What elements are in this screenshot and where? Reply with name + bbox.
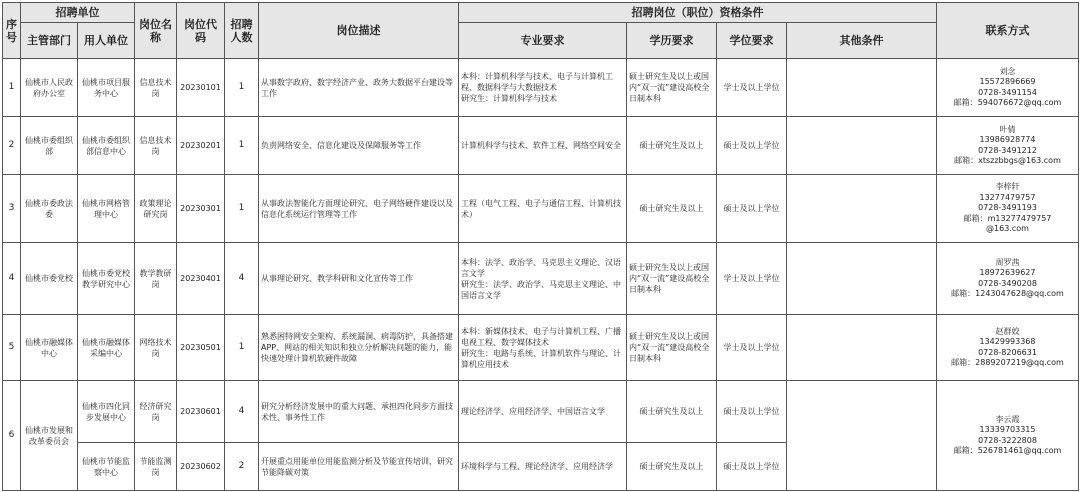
recruitment-table — [2, 2, 1079, 491]
count-cell: 1 — [225, 59, 259, 117]
post-cell: 教学教研岗 — [135, 243, 177, 315]
desc-cell: 从事理论研究、教学科研和文化宣传等工作 — [259, 243, 459, 315]
employer-cell: 仙桃市四化同步发展中心 — [78, 381, 135, 443]
major-cell: 本科：新媒体技术、电子与计算机工程、广播电视工程、数字媒体技术 研究生：电路与系统、计算机软件与理论、计算机应用技术 — [459, 315, 627, 381]
dept-cell: 仙桃市人民政府办公室 — [21, 59, 78, 117]
dept-cell: 仙桃市委政法委 — [21, 175, 78, 243]
header-qualification: 招聘岗位（职位）资格条件 — [459, 3, 937, 23]
edu-cell: 硕士研究生及以上 — [627, 117, 717, 175]
header-recruit-unit: 招聘单位 — [21, 3, 135, 23]
degree-cell: 硕士及以上学位 — [717, 443, 787, 491]
count-cell: 1 — [225, 175, 259, 243]
header-post-code: 岗位代码 — [177, 3, 225, 59]
count-cell: 1 — [225, 117, 259, 175]
major-cell: 本科：法学、政治学、马克思主义理论、汉语言文学 研究生：法学、政治学、马克思主义理论、中国语言文学 — [459, 243, 627, 315]
table-row — [3, 315, 1079, 381]
degree-cell: 学士及以上学位 — [717, 59, 787, 117]
code-cell: 20230501 — [177, 315, 225, 381]
contact-cell: 周罗茜 18972639627 0728-3490208 邮箱：1243047628@qq.com — [937, 243, 1079, 315]
seq-cell: 1 — [3, 59, 21, 117]
other-cell — [787, 59, 937, 117]
count-cell: 4 — [225, 243, 259, 315]
major-cell: 理论经济学、应用经济学、中国语言文学 — [459, 381, 627, 443]
major-cell: 环境科学与工程、理论经济学、应用经济学 — [459, 443, 627, 491]
employer-cell: 仙桃市委组织部信息中心 — [78, 117, 135, 175]
contact-cell: 叶倩 13986928774 0728-3491212 邮箱：xtszzbbgs@163.com — [937, 117, 1079, 175]
edu-cell: 硕士研究生及以上或国内“双一流”建设高校全日制本科 — [627, 315, 717, 381]
contact-cell: 李梓轩 13277479757 0728-3491193 邮箱：m13277479757 @163.com — [937, 175, 1079, 243]
other-cell — [787, 243, 937, 315]
edu-cell: 硕士研究生及以上或国内“双一流”建设高校全日制本科 — [627, 243, 717, 315]
degree-cell: 硕士及以上学位 — [717, 381, 787, 443]
other-cell — [787, 175, 937, 243]
employer-cell: 仙桃市委党校教学研究中心 — [78, 243, 135, 315]
degree-cell: 硕士及以上学位 — [717, 117, 787, 175]
seq-cell: 4 — [3, 243, 21, 315]
dept-cell: 仙桃市委党校 — [21, 243, 78, 315]
code-cell: 20230602 — [177, 443, 225, 491]
header-count: 招聘人数 — [225, 3, 259, 59]
post-cell: 网络技术岗 — [135, 315, 177, 381]
other-cell — [787, 117, 937, 175]
code-cell: 20230601 — [177, 381, 225, 443]
employer-cell: 仙桃市项目服务中心 — [78, 59, 135, 117]
seq-cell: 2 — [3, 117, 21, 175]
code-cell: 20230301 — [177, 175, 225, 243]
edu-cell: 硕士研究生及以上或国内“双一流”建设高校全日制本科 — [627, 59, 717, 117]
employer-cell: 仙桃市节能监察中心 — [78, 443, 135, 491]
seq-cell: 6 — [3, 381, 21, 491]
header-contact: 联系方式 — [937, 3, 1079, 59]
desc-cell: 开展重点用能单位用能监测分析及节能宣传培训，研究节能降碳对策 — [259, 443, 459, 491]
header-desc: 岗位描述 — [259, 3, 459, 59]
header-major: 专业要求 — [459, 23, 627, 59]
dept-cell: 仙桃市发展和改革委员会 — [21, 381, 78, 491]
post-cell: 经济研究岗 — [135, 381, 177, 443]
header-other: 其他条件 — [787, 23, 937, 59]
dept-cell: 仙桃市融媒体中心 — [21, 315, 78, 381]
employer-cell: 仙桃市融媒体采编中心 — [78, 315, 135, 381]
count-cell: 1 — [225, 315, 259, 381]
major-cell: 工程（电气工程、电子与通信工程、计算机技术） — [459, 175, 627, 243]
post-cell: 政策理论研究岗 — [135, 175, 177, 243]
degree-cell: 学士及以上学位 — [717, 243, 787, 315]
table-row — [3, 243, 1079, 315]
degree-cell: 学士及以上学位 — [717, 315, 787, 381]
table-row — [3, 117, 1079, 175]
post-cell: 节能监测岗 — [135, 443, 177, 491]
table-row — [3, 59, 1079, 117]
contact-cell: 赵群姣 13429993368 0728-8206631 邮箱：2889207219@qq.com — [937, 315, 1079, 381]
desc-cell: 负责网络安全、信息化建设及保障服务等工作 — [259, 117, 459, 175]
contact-cell: 李云霞 13339703315 0728-3222808 邮箱：526781461@qq.com — [937, 381, 1079, 491]
code-cell: 20230401 — [177, 243, 225, 315]
header-post-name: 岗位名称 — [135, 3, 177, 59]
header-dept: 主管部门 — [21, 23, 78, 59]
count-cell: 4 — [225, 381, 259, 443]
header-edu: 学历要求 — [627, 23, 717, 59]
contact-cell: 刘念 15572896669 0728-3491154 邮箱：594076672@qq.com — [937, 59, 1079, 117]
seq-cell: 5 — [3, 315, 21, 381]
desc-cell: 熟悉困特网安全架构、系统漏洞、病毒防护，具备搭建APP、网站的相关知识和独立分析解决问题的能力，能快速处理计算机软硬件故障 — [259, 315, 459, 381]
post-cell: 信息技术岗 — [135, 59, 177, 117]
count-cell: 2 — [225, 443, 259, 491]
header-seq: 序号 — [3, 3, 21, 59]
other-cell — [787, 315, 937, 381]
table-row — [3, 175, 1079, 243]
edu-cell: 硕士研究生及以上 — [627, 175, 717, 243]
desc-cell: 从事政法智能化方面理论研究、电子网络硬件建设以及信息化系统运行管理等工作 — [259, 175, 459, 243]
major-cell: 计算机科学与技术、软件工程、网络空间安全 — [459, 117, 627, 175]
seq-cell: 3 — [3, 175, 21, 243]
other-cell — [787, 381, 937, 491]
dept-cell: 仙桃市委组织部 — [21, 117, 78, 175]
post-cell: 信息技术岗 — [135, 117, 177, 175]
desc-cell: 从事数字政府、数字经济产业、政务大数据平台建设等工作 — [259, 59, 459, 117]
header-degree: 学位要求 — [717, 23, 787, 59]
employer-cell: 仙桃市网格管理中心 — [78, 175, 135, 243]
code-cell: 20230101 — [177, 59, 225, 117]
header-employer: 用人单位 — [78, 23, 135, 59]
edu-cell: 硕士研究生及以上 — [627, 443, 717, 491]
desc-cell: 研究分析经济发展中的重大问题、承担四化同步方面技术性、事务性工作 — [259, 381, 459, 443]
major-cell: 本科：计算机科学与技术、电子与计算机工程、数据科学与大数据技术 研究生：计算机科学与技术 — [459, 59, 627, 117]
edu-cell: 硕士研究生及以上 — [627, 381, 717, 443]
table-row — [3, 381, 1079, 443]
degree-cell: 硕士及以上学位 — [717, 175, 787, 243]
code-cell: 20230201 — [177, 117, 225, 175]
